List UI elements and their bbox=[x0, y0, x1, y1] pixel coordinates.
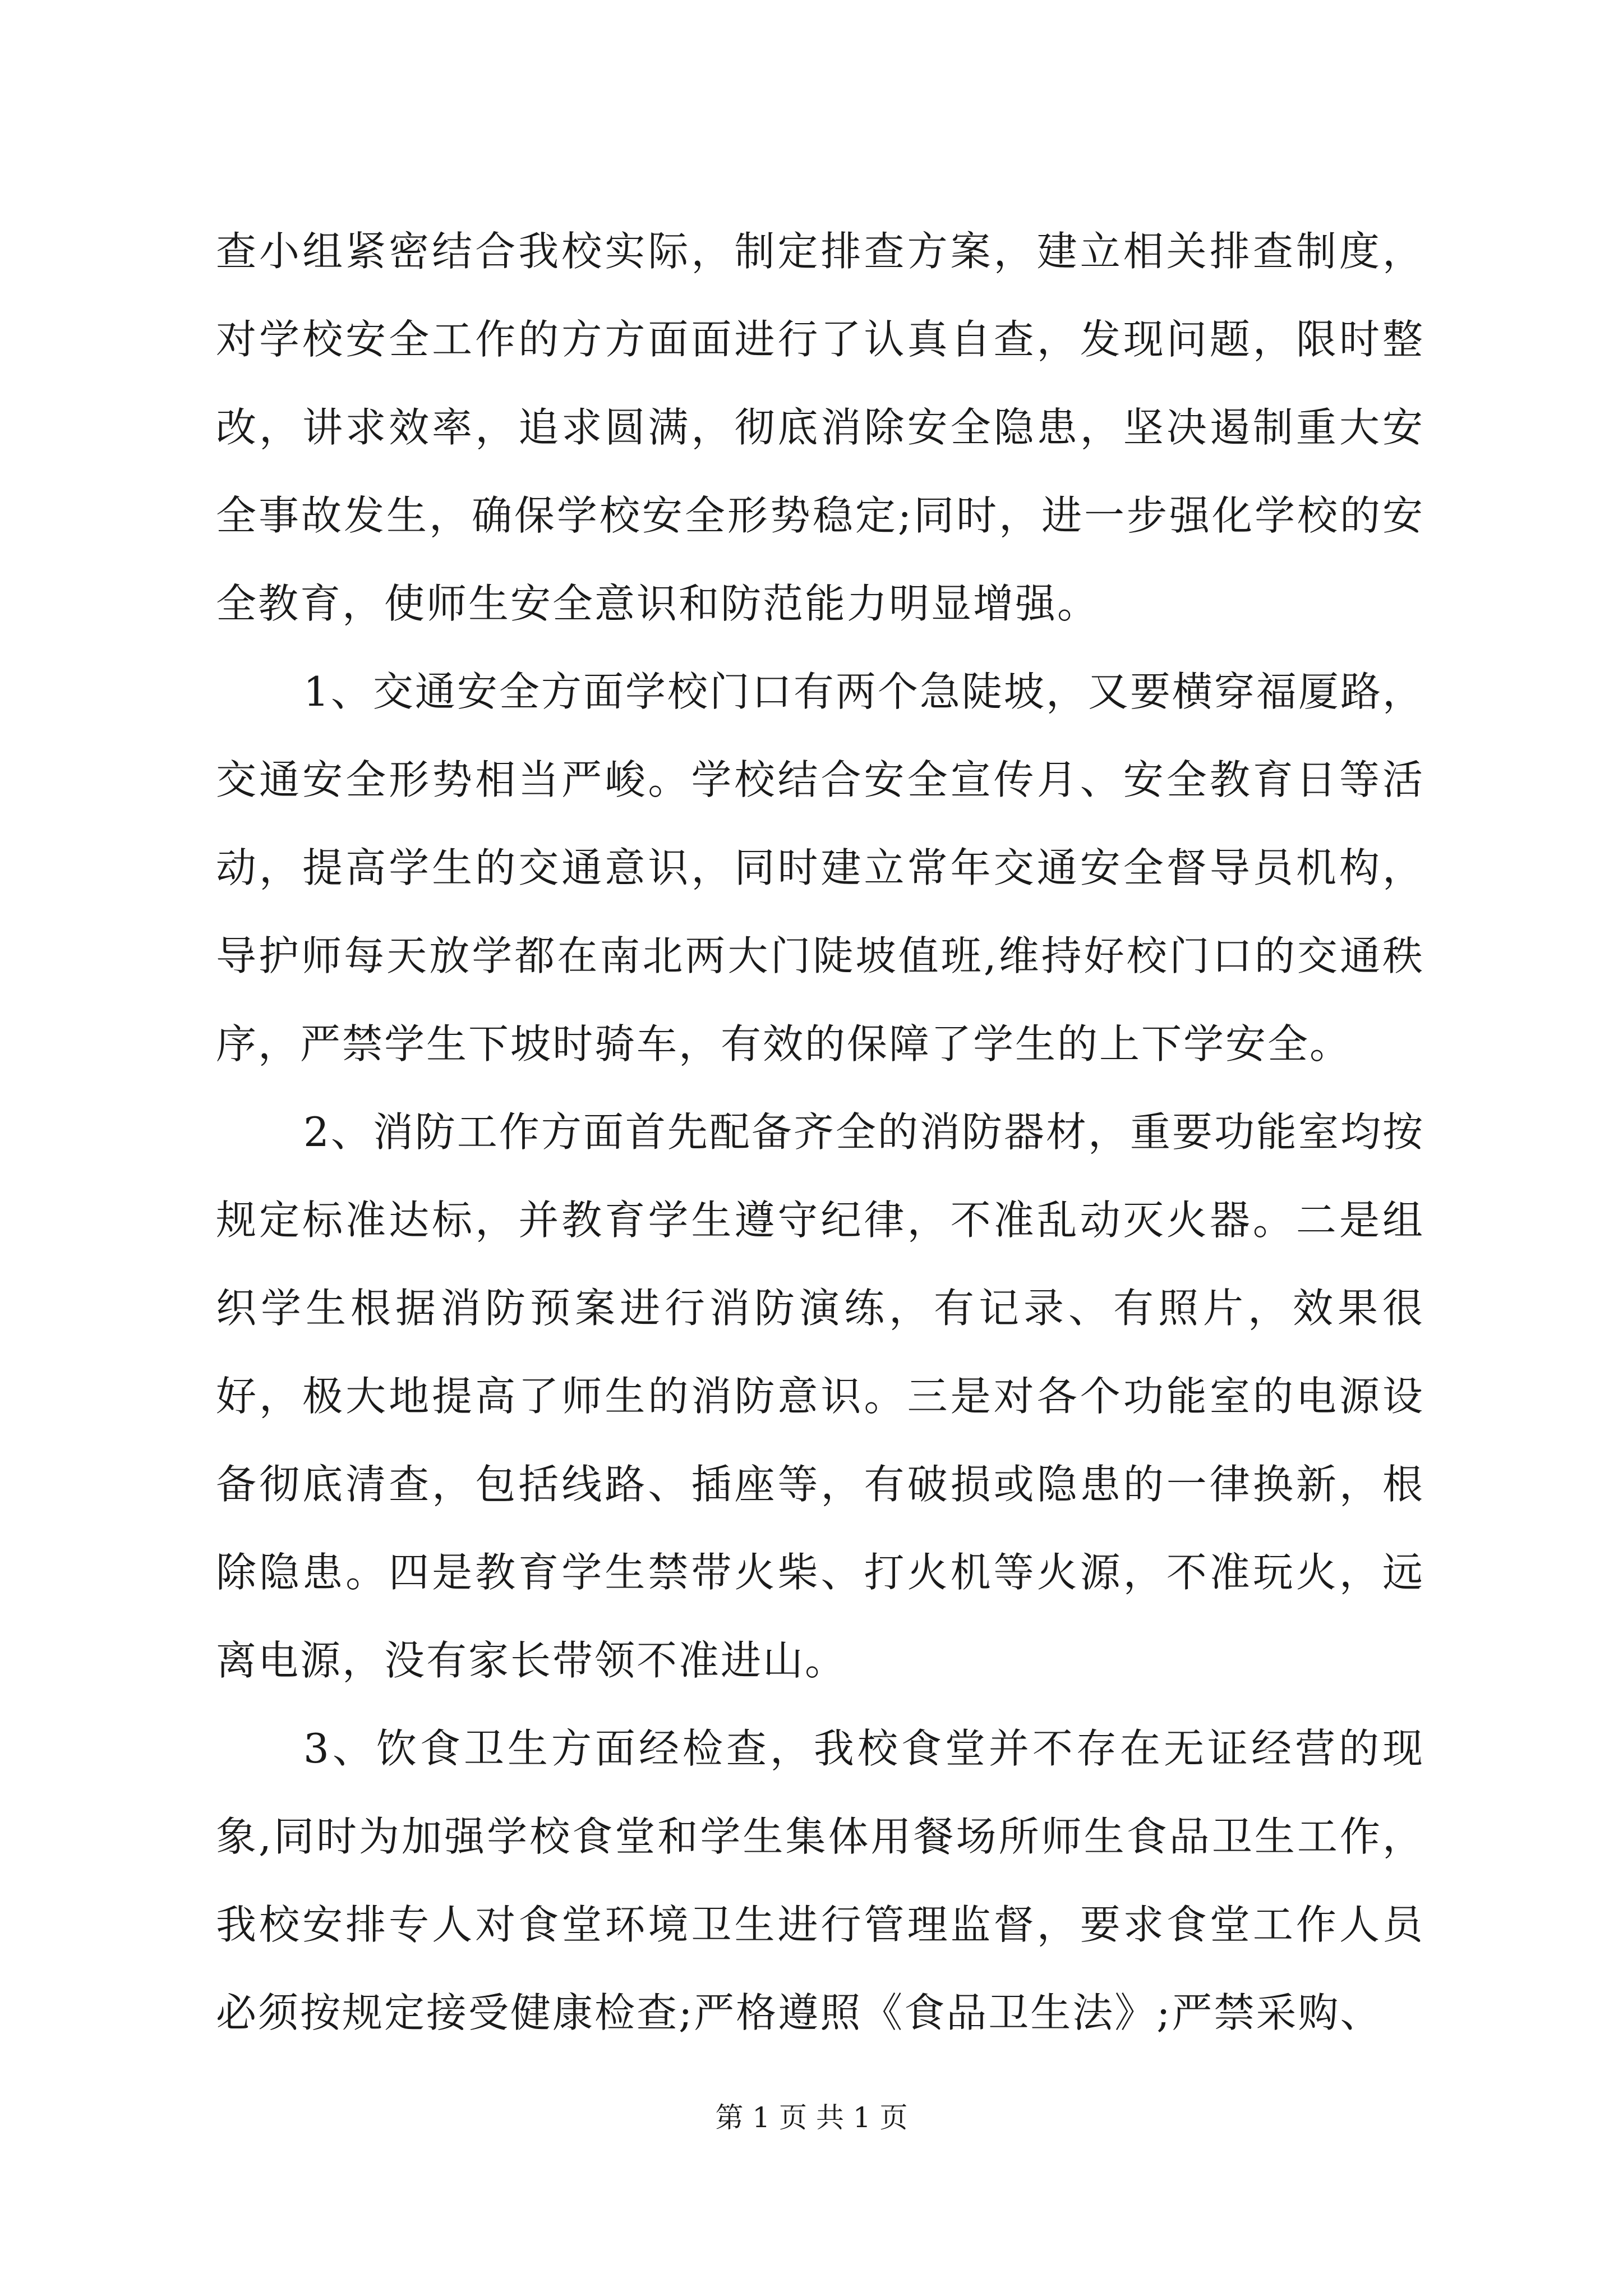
document-body bbox=[216, 208, 1424, 2057]
paragraph-traffic-safety: 1、交通安全方面学校门口有两个急陡坡，又要横穿福厦路，交通安全形势相当严峻。学校结合安全宣传月、安全教育日等活动，提高学生的交通意识，同时建立常年交通安全督导员机构，导护师每天放学都在南北两大门陡坡值班,维持好校门口的交通秩序，严禁学生下坡时骑车，有效的保障了学生的上下学安全。 bbox=[216, 668, 1424, 1068]
paragraph-continuation: 查小组紧密结合我校实际，制定排查方案，建立相关排查制度，对学校安全工作的方方面面进行了认真自查，发现问题，限时整改，讲求效率，追求圆满，彻底消除安全隐患，坚决遏制重大安全事故发生，确保学校安全形势稳定;同时，进一步强化学校的安全教育，使师生安全意识和防范能力明显增强。 bbox=[216, 228, 1424, 627]
page-footer: 第 1 页 共 1 页 bbox=[715, 2101, 908, 2134]
paragraph-fire-safety: 2、消防工作方面首先配备齐全的消防器材，重要功能室均按规定标准达标，并教育学生遵守纪律，不准乱动灭火器。二是组织学生根据消防预案进行消防演练，有记录、有照片，效果很好，极大地提高了师生的消防意识。三是对各个功能室的电源设备彻底清查，包括线路、插座等，有破损或隐患的一律换新，根除隐患。四是教育学生禁带火柴、打火机等火源，不准玩火，远离电源，没有家长带领不准进山。 bbox=[216, 1108, 1424, 1684]
paragraph-food-hygiene: 3、饮食卫生方面经检查，我校食堂并不存在无证经营的现象,同时为加强学校食堂和学生集体用餐场所师生食品卫生工作，我校安排专人对食堂环境卫生进行管理监督，要求食堂工作人员必须按规定接受健康检查;严格遵照《食品卫生法》;严禁采购、 bbox=[216, 1725, 1424, 2036]
